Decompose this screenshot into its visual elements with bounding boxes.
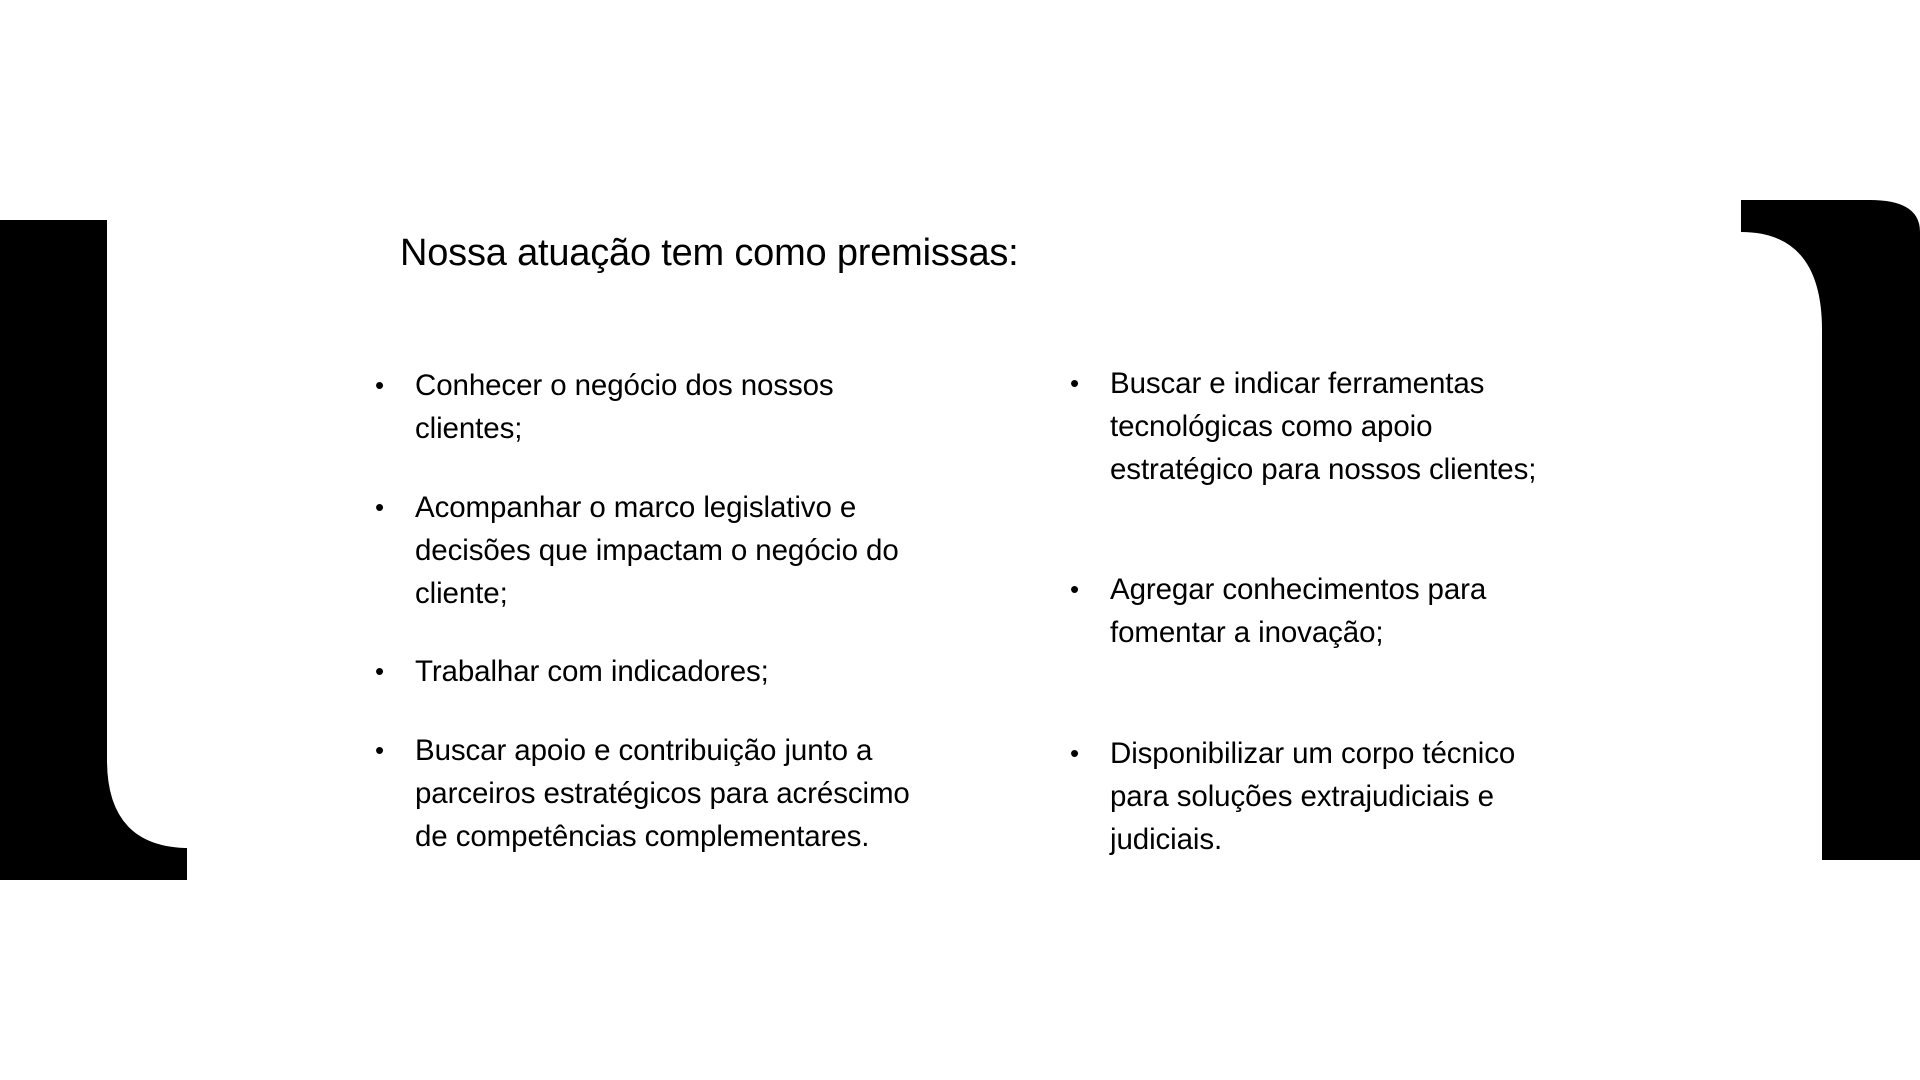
list-item: [375, 729, 935, 858]
list-item-text: Buscar apoio e contribuição junto a parceiros estratégicos para acréscimo de competências complementares.: [415, 734, 910, 853]
bullet-icon: •: [375, 492, 385, 522]
right-bracket-shape: [1741, 200, 1920, 860]
bullet-icon: •: [1070, 368, 1080, 398]
list-item-text: Agregar conhecimentos para fomentar a inovação;: [1110, 573, 1487, 649]
bullet-icon: •: [375, 735, 385, 765]
list-item-text: Trabalhar com indicadores;: [415, 655, 769, 688]
list-item: [1070, 568, 1580, 654]
bullet-icon: •: [1070, 574, 1080, 604]
bullet-icon: •: [1070, 738, 1080, 768]
list-item: [375, 486, 935, 615]
list-item-text: Disponibilizar um corpo técnico para soluções extrajudiciais e judiciais.: [1110, 737, 1516, 856]
list-item: [1070, 362, 1580, 491]
list-item: [375, 364, 935, 450]
list-item-text: Buscar e indicar ferramentas tecnológicas como apoio estratégico para nossos clientes;: [1110, 367, 1537, 486]
list-item-text: Conhecer o negócio dos nossos clientes;: [415, 369, 834, 445]
bullet-icon: •: [375, 370, 385, 400]
bullet-icon: •: [375, 656, 385, 686]
list-item-text: Acompanhar o marco legislativo e decisões que impactam o negócio do cliente;: [415, 491, 899, 610]
slide-title: Nossa atuação tem como premissas:: [400, 232, 1019, 274]
list-item: [375, 650, 935, 693]
list-item: [1070, 732, 1580, 861]
left-bracket-shape: [0, 220, 190, 880]
